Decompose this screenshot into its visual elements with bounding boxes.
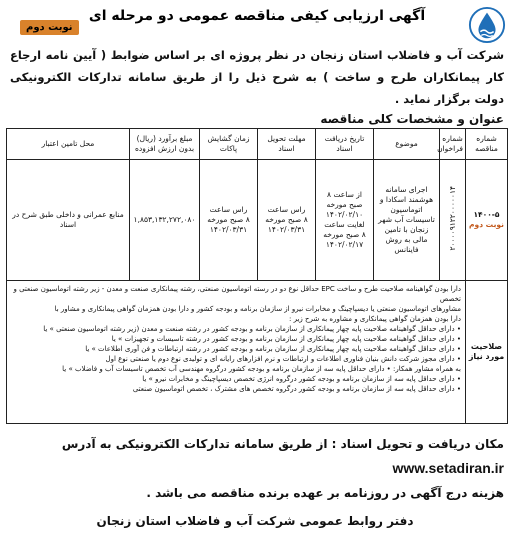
delivery-line: راس ساعت [267,205,306,214]
cell-funding: منابع عمرانی و داخلی طبق شرح در اسناد [7,160,130,281]
qualification-line: • دارای حداقل پایه سه از سازمان برنامه و بودجه کشور درگروه تخصص های مشترک ، تخصص اتوماسیون صنعتی [132,385,461,393]
tender-round-value: نوبت دوم [469,220,504,229]
opening-line: ۱۴۰۲/۰۳/۳۱ [209,225,248,234]
delivery-line: ۱۴۰۲/۰۳/۳۱ [267,225,306,234]
delivery-text: مکان دریافت و تحویل اسناد : از طریق سامانه تدارکات الکترونیکی به آدرس [61,437,504,451]
qualification-line: مشاورهای اتوماسیون صنعتی یا دیسپاچینگ و مخابرات نیرو از سازمان برنامه و بودجه کشور و دارا بودن همزمان گواهی پیمانکاری و مشاور با [54,305,461,313]
header-receive-date: تاریخ دریافت اسناد [316,129,374,160]
qualification-line: به همراه مشاور همکار: • دارای حداقل پایه سه از سازمان برنامه و بودجه کشور درگروه مهندسی آب تخصص تاسیسات آب و فاضلاب » یا [62,365,461,373]
delivery-line: ۸ صبح مورخه [265,215,308,224]
ad-cost-text: هزینه درج آگهی در روزنامه بر عهده برنده مناقصه می باشد . [146,486,504,500]
receive-line: ۱۴۰۲/۰۲/۱۰ [325,210,364,219]
qualification-text [7,281,466,424]
tender-number-value: ۱۴۰۰-۵ [473,210,500,219]
notice-footer [6,432,508,533]
cell-subject: اجرای سامانه هوشمند اسکادا و اتوماسیون تاسیسات آب شهر زنجان با تامین مالی به روش فاینانس [374,160,440,281]
qualification-label: صلاحیت مورد نیاز [466,281,508,424]
header-estimate [130,129,200,160]
qualification-line: • دارای حداقل پایه سه از سازمان برنامه و بودجه کشور درگروه انرژی تخصص دیسپاچینگ و مخابرات نیرو » یا [142,375,461,383]
cell-receive-date [316,160,374,281]
header-delivery-deadline: مهلت تحویل اسناد [258,129,316,160]
notice-header [6,4,508,44]
receive-line: از ساعت ۸ [327,190,362,199]
call-number-value: ۲۰۰۰۰۹۱۲۲۰۰۰۰۰۱۴ [447,186,457,251]
cell-estimate: ۱,۸۵۳,۱۳۲,۲۷۲,۰۸۰ [130,160,200,281]
tender-table [6,128,508,424]
receive-line: صبح مورخه [326,200,363,209]
cell-tender-number [466,160,508,281]
intro-paragraph: شرکت آب و فاضلاب استان زنجان در نظر پروژه ای بر اساس ضوابط ( آیین نامه ارجاع کار پیمانکاران طرح و ساخت ) به شرح ذیل را از طریق سامانه تدارکات الکترونیکی دولت برگزار نماید . [10,48,504,106]
header-call-number: شماره فراخوان [440,129,466,160]
receive-line: ۸ صبح مورخه [323,230,366,239]
section-title: عنوان و مشخصات کلی مناقصه [320,112,504,126]
qualification-row [7,281,508,424]
opening-line: ۸ صبح مورخه [207,215,250,224]
qualification-line: • دارای حداقل گواهینامه صلاحیت پایه چهار پیمانکاری از سازمان برنامه و بودجه کشور در رشته تاسیسات و تجهیزات » یا [111,335,461,343]
header-subject: موضوع [374,129,440,160]
opening-line: راس ساعت [209,205,248,214]
qualification-line: • دارای حداقل گواهینامه صلاحیت پایه چهار پیمانکاری از سازمان برنامه و بودجه کشور در رشته ارتباطات و فن آوری اطلاعات » یا [85,345,461,353]
setadiran-link[interactable]: www.setadiran.ir [392,460,504,476]
cell-opening-time [200,160,258,281]
receive-line: ۱۴۰۲/۰۲/۱۷ [325,240,364,249]
table-row [7,160,508,281]
header-estimate-note: بدون ارزش افزوده [134,144,195,153]
qualification-line: دارا بودن همزمان گواهی پیمانکاری و مشاوره به شرح زیر : [289,315,461,323]
notice-title: آگهی ارزیابی کیفی مناقصه عمومی دو مرحله ای [88,8,426,24]
issuer-text: دفتر روابط عمومی شرکت آب و فاضلاب استان زنجان [96,514,414,528]
cell-delivery-deadline [258,160,316,281]
qualification-line: دارا بودن گواهینامه صلاحیت طرح و ساخت EPC حداقل نوع دو در رسته اتوماسیون صنعتی، رشته پیمانکاری صنعت و معدن - زیر رشته اتوماسیون صنعتی و تخصص [13,285,461,303]
delivery-location [6,432,504,481]
receive-line: لغایت ساعت [324,220,365,229]
water-drop-logo-icon [468,6,506,44]
cell-call-number [440,160,466,281]
header-tender-number: شماره مناقصه [466,129,508,160]
header-funding: محل تامین اعتبار [7,129,130,160]
table-header-row [7,129,508,160]
round-badge: نوبت دوم [20,20,79,35]
header-opening-time: زمان گشایش پاکات [200,129,258,160]
header-estimate-label: مبلغ برآورد (ریال) [136,134,193,143]
qualification-line: • دارای مجوز شرکت دانش بنیان فناوری اطلاعات و ارتباطات و نرم افزارهای رایانه ای و تولیدی نوع دوم یا صنعتی نوع اول [105,355,461,363]
qualification-line: • دارای حداقل گواهینامه صلاحیت پایه چهار پیمانکاری از سازمان برنامه و بودجه کشور در رشته صنعت و معدن (زیر رشته اتوماسیون صنعتی » یا [43,325,461,333]
